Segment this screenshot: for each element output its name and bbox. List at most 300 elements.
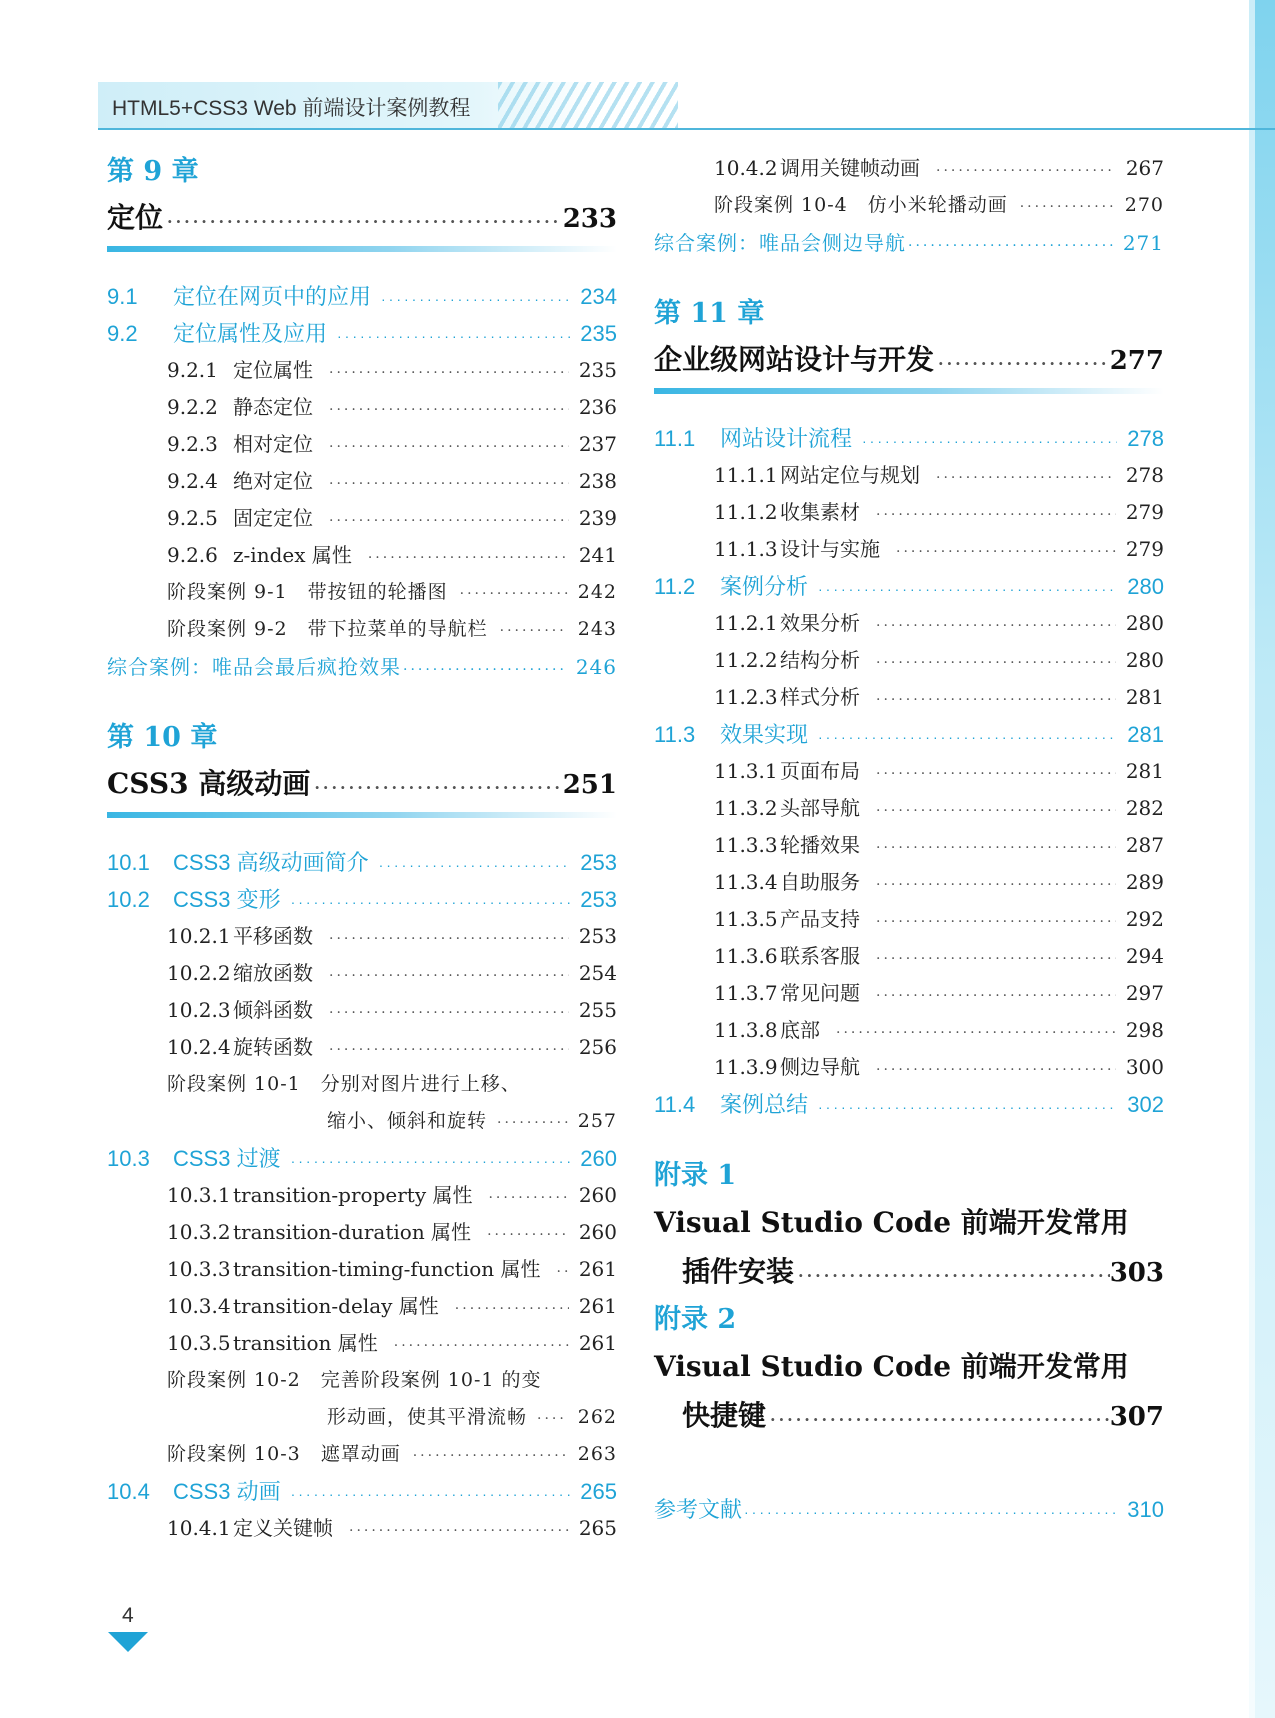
- leader-dots: [876, 1052, 1116, 1089]
- entry-title: 定位属性及应用: [173, 321, 328, 346]
- entry-title: 绝对定位: [233, 469, 313, 493]
- leader-dots: [460, 576, 568, 613]
- entry-number: 11.1.3: [714, 537, 778, 561]
- entry-page: 280: [1125, 648, 1164, 672]
- toc-subsection[interactable]: [107, 1325, 617, 1362]
- entry-title: transition-property 属性: [233, 1183, 473, 1207]
- entry-number: 11.2: [654, 574, 696, 599]
- toc-subsection[interactable]: [654, 753, 1164, 790]
- chapter-underline-bar: [107, 246, 617, 252]
- entry-page: 297: [1125, 981, 1164, 1005]
- side-decoration-strip: [1249, 0, 1275, 1718]
- entry-title: 效果实现: [720, 722, 809, 747]
- entry-label: [167, 955, 313, 992]
- toc-subsection[interactable]: [107, 918, 617, 955]
- book-title: HTML5+CSS3 Web 前端设计案例教程: [112, 97, 471, 120]
- toc-subsection[interactable]: [654, 975, 1164, 1012]
- toc-subsection[interactable]: [107, 955, 617, 992]
- entry-number: 10.3.3: [167, 1257, 231, 1281]
- entry-number: 9.2.6: [167, 543, 218, 567]
- entry-label: [714, 457, 920, 494]
- entry-number: 11.3.5: [714, 907, 778, 931]
- entry-label: [714, 827, 860, 864]
- toc-subsection[interactable]: [654, 494, 1164, 531]
- entry-page: 267: [1125, 156, 1164, 180]
- leader-dots: [167, 198, 561, 246]
- running-header: [98, 82, 1248, 130]
- references-title: 参考文献: [654, 1497, 743, 1522]
- toc-subsection[interactable]: [654, 605, 1164, 642]
- toc-subsection[interactable]: [107, 1251, 617, 1288]
- leader-dots: [381, 281, 570, 318]
- leader-dots: [291, 1476, 571, 1513]
- entry-title: 阶段案例 9-2 带下拉菜单的导航栏: [167, 618, 488, 640]
- leader-dots: [770, 1395, 1110, 1445]
- leader-dots: [876, 645, 1116, 682]
- leader-dots: [368, 540, 569, 577]
- toc-section[interactable]: [107, 315, 617, 352]
- entry-page: 261: [578, 1257, 617, 1281]
- entry-title: transition 属性: [233, 1331, 378, 1355]
- entry-title: 旋转函数: [233, 1035, 313, 1059]
- toc-summary-case[interactable]: [107, 648, 617, 686]
- leader-dots: [876, 867, 1116, 904]
- entry-title: 阶段案例 10-1 分别对图片进行上移、: [167, 1073, 521, 1095]
- toc-case[interactable]: [654, 187, 1164, 224]
- entry-number: 10.2.4: [167, 1035, 231, 1059]
- entry-page: 271: [1122, 231, 1164, 255]
- entry-page: 234: [580, 284, 617, 309]
- entry-number: 9.2.2: [167, 395, 218, 419]
- entry-number: 9.1: [107, 284, 138, 309]
- entry-label: [167, 389, 313, 426]
- entry-title: 定位属性: [233, 358, 313, 382]
- toc-subsection[interactable]: [107, 389, 617, 426]
- toc-section[interactable]: [107, 1140, 617, 1177]
- entry-page: 281: [1125, 759, 1164, 783]
- chapter-page: 233: [562, 204, 617, 234]
- entry-page: 294: [1125, 944, 1164, 968]
- leader-dots: [394, 1328, 569, 1365]
- toc-section[interactable]: [654, 1086, 1164, 1123]
- appendix-title-text: 快捷键: [682, 1399, 767, 1432]
- entry-number: 10.2.3: [167, 998, 231, 1022]
- entry-title: 定位在网页中的应用: [173, 284, 372, 309]
- entry-title: 调用关键帧动画: [780, 156, 920, 180]
- leader-dots: [876, 978, 1116, 1015]
- entry-page: 265: [578, 1516, 617, 1540]
- entry-page: 239: [578, 506, 617, 530]
- leader-dots: [557, 1254, 569, 1291]
- page-marker-triangle-icon: [108, 1632, 148, 1652]
- entry-page: 262: [577, 1406, 617, 1428]
- leader-dots: [876, 904, 1116, 941]
- entry-title-cont: 缩小、倾斜和旋转: [327, 1110, 488, 1132]
- entry-title: CSS3 动画: [173, 1479, 281, 1504]
- toc-section[interactable]: [654, 420, 1164, 457]
- entry-title: 综合案例：唯品会最后疯抢效果: [107, 655, 401, 679]
- chapter-title-text: 定位: [107, 201, 164, 234]
- chapter-underline-bar: [654, 388, 1164, 394]
- leader-dots: [329, 921, 569, 958]
- toc-subsection[interactable]: [107, 1288, 617, 1325]
- entry-label: [714, 901, 860, 938]
- toc-subsection[interactable]: [107, 426, 617, 463]
- entry-page: 260: [578, 1220, 617, 1244]
- entry-page: 300: [1125, 1055, 1164, 1079]
- entry-page: 255: [578, 998, 617, 1022]
- entry-page: 257: [577, 1110, 617, 1132]
- toc-section[interactable]: [654, 716, 1164, 753]
- entry-page: 278: [1127, 426, 1164, 451]
- leader-dots: [329, 355, 569, 392]
- toc-subsection[interactable]: [654, 1049, 1164, 1086]
- toc-case[interactable]: [107, 574, 617, 611]
- entry-number: 11.4: [654, 1092, 696, 1117]
- entry-title: 固定定位: [233, 506, 313, 530]
- toc-section[interactable]: [107, 881, 617, 918]
- entry-title: 产品支持: [780, 907, 860, 931]
- leader-dots: [818, 1089, 1117, 1126]
- toc-section[interactable]: [654, 568, 1164, 605]
- entry-label: [107, 1140, 281, 1177]
- entry-title: 收集素材: [780, 500, 860, 524]
- toc-subsection[interactable]: [654, 827, 1164, 864]
- entry-number: 10.3.4: [167, 1294, 231, 1318]
- appendix-page: 303: [1109, 1258, 1164, 1288]
- toc-subsection[interactable]: [107, 1177, 617, 1214]
- toc-subsection[interactable]: [654, 679, 1164, 716]
- entry-page: 302: [1127, 1092, 1164, 1117]
- entry-label: [714, 605, 860, 642]
- toc-subsection[interactable]: [107, 463, 617, 500]
- entry-label: [167, 1288, 439, 1325]
- entry-label: [714, 864, 860, 901]
- toc-subsection[interactable]: [107, 500, 617, 537]
- chapter-number: 第 11 章: [654, 298, 765, 329]
- entry-title: 定义关键帧: [233, 1516, 333, 1540]
- entry-label: [714, 1012, 820, 1049]
- appendix-title-line2[interactable]: [654, 1247, 1164, 1297]
- entry-label: [167, 1325, 378, 1362]
- toc-subsection[interactable]: [654, 642, 1164, 679]
- entry-page: 261: [578, 1331, 617, 1355]
- entry-label: [167, 352, 313, 389]
- entry-title: 缩放函数: [233, 961, 313, 985]
- references-page: 310: [1127, 1497, 1164, 1522]
- toc-case-continued[interactable]: [107, 1399, 617, 1436]
- entry-number: 11.3.8: [714, 1018, 778, 1042]
- references-entry[interactable]: [654, 1491, 1164, 1529]
- entry-title: transition-duration 属性: [233, 1220, 472, 1244]
- leader-dots: [403, 651, 566, 689]
- entry-label: [167, 1029, 313, 1066]
- entry-number: 10.3: [107, 1146, 150, 1171]
- entry-page: 254: [578, 961, 617, 985]
- leader-dots: [349, 1513, 569, 1550]
- entry-title: 平移函数: [233, 924, 313, 948]
- entry-number: 9.2: [107, 321, 138, 346]
- leader-dots: [329, 466, 569, 503]
- entry-title: 案例分析: [720, 574, 809, 599]
- entry-label: [167, 1251, 541, 1288]
- toc-case[interactable]: [107, 611, 617, 648]
- entry-title: CSS3 过渡: [173, 1146, 281, 1171]
- entry-title: 自助服务: [780, 870, 860, 894]
- entry-page: 265: [580, 1479, 617, 1504]
- appendix-title-line2[interactable]: [654, 1391, 1164, 1441]
- chapter-title-text: CSS3 高级动画: [107, 767, 311, 800]
- leader-dots: [876, 497, 1116, 534]
- toc-summary-case[interactable]: [654, 224, 1164, 262]
- chapter-underline-bar: [107, 812, 617, 818]
- entry-number: 11.2.1: [714, 611, 778, 635]
- leader-dots: [329, 429, 569, 466]
- entry-number: 11.3.4: [714, 870, 778, 894]
- entry-label: [714, 642, 860, 679]
- appendix-title-line1[interactable]: Visual Studio Code 前端开发常用: [654, 1350, 1129, 1383]
- leader-dots: [291, 884, 571, 921]
- header-stripes: [498, 82, 678, 128]
- entry-page: 260: [580, 1146, 617, 1171]
- spacer: [654, 1123, 1164, 1153]
- entry-title: 阶段案例 10-4 仿小米轮播动画: [714, 194, 1008, 216]
- leader-dots: [936, 153, 1116, 190]
- toc-column-left: [107, 150, 617, 1547]
- appendix-number: 附录 1: [654, 1160, 737, 1191]
- appendix-title-line1[interactable]: Visual Studio Code 前端开发常用: [654, 1206, 1129, 1239]
- toc-subsection[interactable]: [107, 352, 617, 389]
- entry-page: 235: [578, 358, 617, 382]
- appendix-number: 附录 2: [654, 1304, 737, 1335]
- entry-title: 联系客服: [780, 944, 860, 968]
- entry-title-cont: 形动画，使其平滑流畅: [327, 1406, 528, 1428]
- entry-title: CSS3 变形: [173, 887, 281, 912]
- leader-dots: [329, 1032, 569, 1069]
- toc-case[interactable]: [107, 1362, 617, 1399]
- entry-page: 253: [580, 887, 617, 912]
- entry-label: [107, 844, 369, 881]
- toc-subsection[interactable]: [107, 537, 617, 574]
- entry-page: 236: [578, 395, 617, 419]
- toc-subsection[interactable]: [654, 457, 1164, 494]
- entry-title: 倾斜函数: [233, 998, 313, 1022]
- entry-page: 238: [578, 469, 617, 493]
- chapter-page: 251: [562, 770, 617, 800]
- leader-dots: [497, 1105, 568, 1142]
- entry-number: 10.1: [107, 850, 150, 875]
- toc-column-right: [654, 150, 1164, 1529]
- entry-number: 11.3.3: [714, 833, 778, 857]
- spacer: [107, 686, 617, 716]
- leader-dots: [329, 392, 569, 429]
- toc-subsection[interactable]: [107, 1214, 617, 1251]
- entry-page: 278: [1125, 463, 1164, 487]
- entry-label: [167, 463, 313, 500]
- entry-number: 11.3.1: [714, 759, 778, 783]
- toc-case-continued[interactable]: [107, 1103, 617, 1140]
- leader-dots: [818, 571, 1117, 608]
- leader-dots: [818, 719, 1117, 756]
- leader-dots: [798, 1251, 1110, 1301]
- entry-title: 阶段案例 10-3 遮罩动画: [167, 1443, 401, 1465]
- entry-number: 11.3.6: [714, 944, 778, 968]
- entry-label: [654, 716, 808, 753]
- entry-number: 10.3.1: [167, 1183, 231, 1207]
- entry-label: [714, 1049, 860, 1086]
- chapter-number: 第 10 章: [107, 722, 218, 753]
- leader-dots: [1020, 189, 1115, 226]
- entry-number: 9.2.1: [167, 358, 218, 382]
- entry-label: [654, 420, 852, 457]
- entry-page: 279: [1125, 500, 1164, 524]
- entry-page: 287: [1125, 833, 1164, 857]
- entry-page: 243: [577, 618, 617, 640]
- chapter-number: 第 9 章: [107, 156, 199, 187]
- entry-page: 270: [1124, 194, 1164, 216]
- entry-number: 9.2.5: [167, 506, 218, 530]
- entry-label: [167, 1214, 471, 1251]
- page-number: 4: [122, 1604, 134, 1627]
- entry-number: 10.4.2: [714, 156, 778, 180]
- entry-title: 轮播效果: [780, 833, 860, 857]
- entry-label: [714, 150, 920, 187]
- toc-subsection[interactable]: [654, 1012, 1164, 1049]
- leader-dots: [329, 503, 569, 540]
- entry-number: 11.1: [654, 426, 696, 451]
- entry-number: 10.3.5: [167, 1331, 231, 1355]
- leader-dots: [862, 423, 1117, 460]
- entry-page: 256: [578, 1035, 617, 1059]
- entry-page: 280: [1125, 611, 1164, 635]
- toc-subsection[interactable]: [107, 1510, 617, 1547]
- entry-page: 235: [580, 321, 617, 346]
- leader-dots: [291, 1143, 571, 1180]
- entry-label: [167, 1510, 333, 1547]
- chapter-title[interactable]: [107, 194, 617, 242]
- entry-number: 11.1.2: [714, 500, 778, 524]
- header-rule: [98, 128, 1275, 130]
- entry-page: 261: [578, 1294, 617, 1318]
- entry-page: 260: [578, 1183, 617, 1207]
- spacer: [654, 262, 1164, 292]
- chapter-title-text: 企业级网站设计与开发: [654, 343, 935, 376]
- entry-page: 241: [578, 543, 617, 567]
- entry-page: 242: [577, 581, 617, 603]
- toc-subsection[interactable]: [654, 531, 1164, 568]
- entry-label: [654, 568, 808, 605]
- entry-title: 案例总结: [720, 1092, 809, 1117]
- entry-label: [107, 1473, 281, 1510]
- entry-label: [107, 881, 281, 918]
- entry-title: 结构分析: [780, 648, 860, 672]
- leader-dots: [876, 608, 1116, 645]
- toc-section[interactable]: [107, 278, 617, 315]
- leader-dots: [455, 1291, 569, 1328]
- toc-subsection[interactable]: [654, 864, 1164, 901]
- leader-dots: [337, 318, 570, 355]
- entry-title: 头部导航: [780, 796, 860, 820]
- entry-page: 281: [1125, 685, 1164, 709]
- toc-section[interactable]: [107, 1473, 617, 1510]
- entry-page: 282: [1125, 796, 1164, 820]
- entry-title: transition-delay 属性: [233, 1294, 439, 1318]
- entry-number: 10.2.2: [167, 961, 231, 985]
- toc-case[interactable]: [107, 1066, 617, 1103]
- toc-case[interactable]: [107, 1436, 617, 1473]
- entry-label: [167, 537, 352, 574]
- entry-label: [714, 531, 880, 568]
- entry-number: 9.2.4: [167, 469, 218, 493]
- chapter-page: 277: [1109, 346, 1164, 376]
- entry-page: 279: [1125, 537, 1164, 561]
- chapter-title[interactable]: [654, 336, 1164, 384]
- entry-number: 10.4.1: [167, 1516, 231, 1540]
- entry-label: [167, 992, 313, 1029]
- entry-number: 11.2.2: [714, 648, 778, 672]
- entry-number: 11.3.9: [714, 1055, 778, 1079]
- entry-title: 页面布局: [780, 759, 860, 783]
- toc-subsection[interactable]: [654, 901, 1164, 938]
- leader-dots: [314, 764, 560, 812]
- chapter-title[interactable]: [107, 760, 617, 808]
- entry-title: 阶段案例 9-1 带按钮的轮播图: [167, 581, 448, 603]
- toc-subsection[interactable]: [654, 150, 1164, 187]
- entry-title: z-index 属性: [233, 543, 352, 567]
- entry-title: 效果分析: [780, 611, 860, 635]
- entry-title: transition-timing-function 属性: [233, 1257, 541, 1281]
- toc-subsection[interactable]: [654, 938, 1164, 975]
- entry-title: 阶段案例 10-2 完善阶段案例 10-1 的变: [167, 1369, 542, 1391]
- entry-page: 298: [1125, 1018, 1164, 1042]
- toc-subsection[interactable]: [107, 1029, 617, 1066]
- leader-dots: [876, 793, 1116, 830]
- leader-dots: [379, 847, 571, 884]
- entry-page: 281: [1127, 722, 1164, 747]
- leader-dots: [744, 1493, 1117, 1531]
- leader-dots: [413, 1438, 568, 1475]
- entry-label: [714, 494, 860, 531]
- entry-label: [167, 918, 313, 955]
- entry-label: [714, 753, 860, 790]
- entry-number: 9.2.3: [167, 432, 218, 456]
- toc-subsection[interactable]: [654, 790, 1164, 827]
- entry-number: 11.3.7: [714, 981, 778, 1005]
- entry-label: [654, 1086, 808, 1123]
- entry-title: 侧边导航: [780, 1055, 860, 1079]
- leader-dots: [938, 340, 1108, 388]
- leader-dots: [876, 756, 1116, 793]
- appendix-page: 307: [1109, 1402, 1164, 1432]
- entry-title: 设计与实施: [780, 537, 880, 561]
- entry-label: [167, 1177, 472, 1214]
- entry-label: [107, 315, 327, 352]
- entry-title: 网站设计流程: [720, 426, 853, 451]
- entry-number: 11.3.2: [714, 796, 778, 820]
- toc-subsection[interactable]: [107, 992, 617, 1029]
- entry-number: 10.2: [107, 887, 150, 912]
- leader-dots: [896, 534, 1116, 571]
- entry-label: [167, 500, 313, 537]
- leader-dots: [876, 830, 1116, 867]
- toc-section[interactable]: [107, 844, 617, 881]
- entry-number: 10.4: [107, 1479, 150, 1504]
- entry-label: [107, 278, 371, 315]
- entry-number: 10.2.1: [167, 924, 231, 948]
- entry-page: 253: [578, 924, 617, 948]
- entry-title: 常见问题: [780, 981, 860, 1005]
- appendix-title-text: 插件安装: [682, 1255, 795, 1288]
